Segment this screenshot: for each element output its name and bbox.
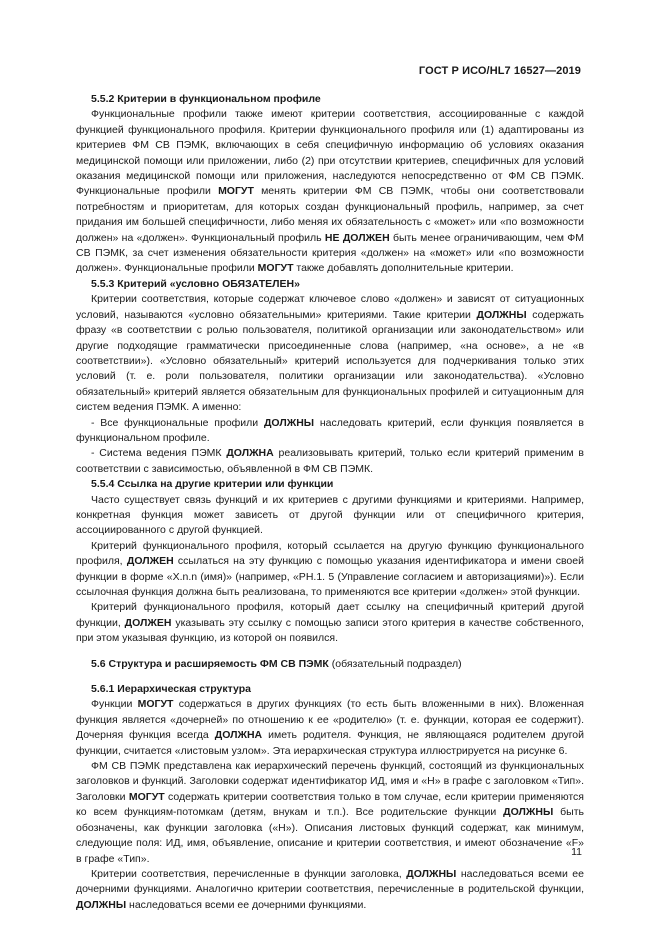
text-run: наследоваться всеми ее дочерними функциями. Аналогично критерии соответствия, перечисленные в родительской функции,	[76, 867, 584, 896]
text-run: также добавлять дополнительные критерии.	[293, 262, 514, 275]
text-run: Критерии соответствия, которые содержат ключевое слово «должен» и зависят от ситуационных условий, называются «условно обязательными» критериями. Такие критерии	[76, 293, 584, 321]
paragraph-14	[76, 867, 584, 913]
keyword-emphasis: ДОЛЖНЫ	[476, 308, 527, 321]
keyword-emphasis: ДОЛЖЕН	[126, 555, 174, 568]
text-run: наследовать критерий, если функция появляется в функциональном профиле.	[76, 416, 584, 444]
text-run: быть обозначены, как функции заголовка («H»). Описания листовых функций содержат, как минимум, следующие поля: ИД, имя, объявление, описание и критерии соответствия, и имеют обозначение «F» в графе «Тип».	[76, 806, 584, 865]
keyword-emphasis: ДОЛЖЕН	[124, 616, 172, 629]
document-body	[76, 92, 584, 913]
paragraph-13	[76, 759, 584, 867]
text-run: 5.6.1 Иерархическая структура	[91, 683, 251, 696]
paragraph-12	[76, 697, 584, 759]
text-run: ссылаться на эту функцию с помощью указания идентификатора и имени своей функции в форме «X.n.n (имя)» (например, «PH.1. 5 (Управление согласием и авторизациями)»). Если ссылочная функция должна быть реализована, то применяются все критерии «должен» этой функции.	[76, 555, 584, 598]
text-run: - Все функциональные профили	[91, 416, 264, 429]
paragraph-1	[76, 107, 584, 276]
paragraph-7	[76, 493, 584, 539]
text-run: наследоваться всеми ее дочерними функциями.	[126, 898, 367, 911]
keyword-emphasis: ДОЛЖНЫ	[76, 898, 127, 911]
text-run: Функциональные профили также имеют критерии соответствия, ассоциированные с каждой функцией функционального профиля. Критерии функционального профиля или (1) адаптированы из критериев ФМ СВ ПЭМК, включающих в себя специфичную информацию об условиях оказания медицинской помощи или приложении, либо (2) при отсутствии критериев, специфичных для условий оказания медицинской помощи или приложения, наследуются непосредственно от ФМ СВ ПЭМК. Функциональные профили	[76, 108, 584, 198]
section-heading-0	[76, 92, 584, 107]
keyword-emphasis: МОГУТ	[128, 790, 165, 803]
text-run: Критерий функционального профиля, который ссылается на другую функцию функционального профиля,	[76, 539, 584, 568]
paragraph-10	[76, 657, 584, 672]
document-header-id: ГОСТ Р ИСО/HL7 16527—2019	[418, 65, 581, 77]
keyword-emphasis: ДОЛЖНЫ	[406, 867, 457, 880]
paragraph-5	[76, 446, 584, 477]
keyword-emphasis: 5.6 Структура и расширяемость ФМ СВ ПЭМК	[91, 657, 329, 670]
keyword-emphasis: ДОЛЖНА	[226, 447, 274, 460]
text-run: 5.5.2 Критерии в функциональном профиле	[91, 93, 321, 105]
section-heading-11	[76, 682, 584, 697]
keyword-emphasis: МОГУТ	[218, 185, 254, 198]
text-run: реализовывать критерий, только если критерий применим в соответствии с зависимостью, объявленной в ФМ СВ ПЭМК.	[76, 447, 584, 475]
paragraph-9	[76, 600, 584, 646]
text-run: 5.5.4 Ссылка на другие критерии или функции	[91, 478, 334, 491]
section-heading-6	[76, 477, 584, 492]
text-run: содержать критерии соответствия только в том случае, если критерии применяются ко всем функциям-потомкам (детям, внукам и т.п.). Все родительские функции	[76, 790, 584, 819]
text-run: 5.5.3 Критерий «условно ОБЯЗАТЕЛЕН»	[91, 277, 300, 290]
page-number: 11	[571, 846, 582, 858]
keyword-emphasis: НЕ ДОЛЖЕН	[324, 231, 390, 244]
text-run: (обязательный подраздел)	[328, 657, 462, 670]
paragraph-4	[76, 416, 584, 447]
text-run: содержаться в других функциях (то есть быть вложенными в них). Вложенная функция является «дочерней» по отношению к ее «родителю» (т. е. функции, которая ее содержит). Дочерняя функция всегда	[76, 698, 584, 742]
text-run: указывать эту ссылку с помощью записи этого критерия в качестве собственного, при этом указывая функцию, из которой он появился.	[76, 616, 584, 645]
section-heading-2	[76, 277, 584, 292]
keyword-emphasis: ДОЛЖНА	[214, 729, 263, 742]
text-run: Критерий функционального профиля, который дает ссылку на специфичный критерий другой функции,	[76, 601, 584, 629]
text-run: быть менее ограничивающим, чем ФМ СВ ПЭМК, за счет изменения обязательности критерия «должен» на «может» или «по возможности должен». Функциональные профили	[76, 231, 584, 275]
text-run: менять критерии ФМ СВ ПЭМК, чтобы они соответствовали потребностям и приоритетам, для которых создан функциональный профиль, например, за счет придания им большей специфичности, либо меняя их обязательность с «может» или «по возможности должен» на «должен». Функциональный профиль	[76, 185, 584, 244]
keyword-emphasis: МОГУТ	[137, 698, 174, 711]
text-run: иметь родителя. Функция, не являющаяся родителем другой функции, считается «листовым узлом». Эта иерархическая структура иллюстрируется на рисунке 6.	[76, 729, 584, 757]
keyword-emphasis: МОГУТ	[257, 262, 294, 275]
paragraph-3	[76, 292, 584, 415]
text-run: Критерии соответствия, перечисленные в функции заголовка,	[91, 867, 407, 880]
text-run: Функции	[91, 698, 138, 711]
text-run: ФМ СВ ПЭМК представлена как иерархический перечень функций, состоящий из функциональных заголовков и функций. Заголовки содержат идентификатор ИД, имя и «H» в графе с заголовком «Тип». Заголовки	[76, 760, 584, 803]
keyword-emphasis: ДОЛЖНЫ	[263, 416, 315, 429]
text-run: - Система ведения ПЭМК	[91, 447, 227, 460]
paragraph-8	[76, 539, 584, 601]
text-run: содержать фразу «в соответствии с ролью пользователя, политикой организации или законодательством» или другие подходящие грамматически присоединенные слова (например, «на основе», а не «в соответствии»). «Условно обязательный» критерий используется для подчеркивания только этих условий (т. е. роли пользователя, политики организации или законодательства). «Условно обязательный» критерий является обязательным для функциональных профилей и ситуационным для систем ведения ПЭМК. А именно:	[76, 308, 584, 414]
text-run: Часто существует связь функций и их критериев с другими функциями и критериями. Например, конкретная функция может зависеть от другой функции или от специфичного критерия, ассоциированного с другой функцией.	[76, 493, 584, 537]
keyword-emphasis: ДОЛЖНЫ	[503, 806, 554, 819]
